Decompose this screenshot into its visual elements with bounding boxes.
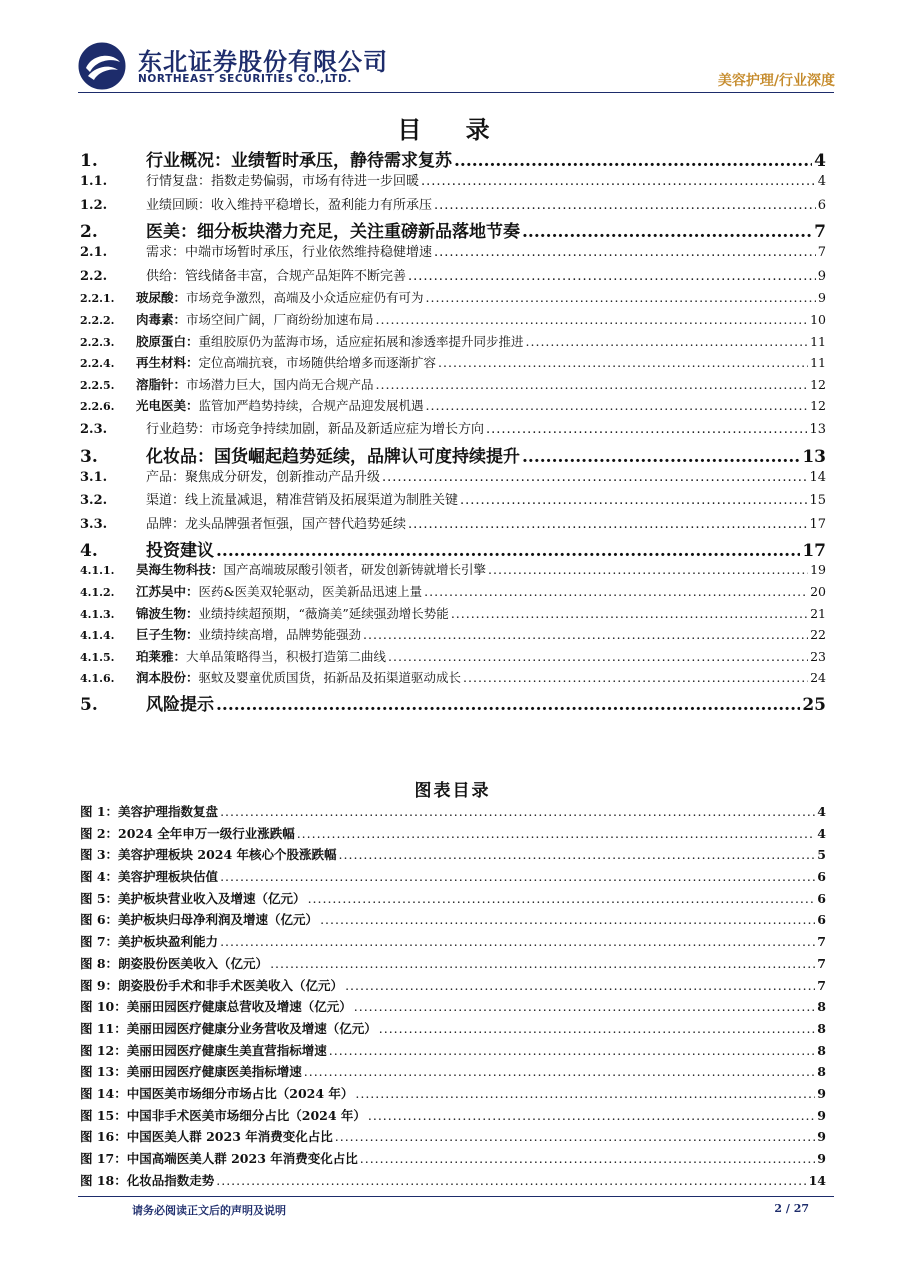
toc-entry-page: 19 <box>810 562 826 578</box>
toc-entry-page: 11 <box>810 333 826 349</box>
toc-entry-number: 3. <box>80 446 98 467</box>
figure-entry-label: 图 18：化妆品指数走势 <box>80 1172 215 1188</box>
brand-name-cn: 东北证券股份有限公司 <box>138 48 388 76</box>
toc-entry-number: 2.2.3. <box>80 335 115 349</box>
dot-leader <box>220 869 815 884</box>
figure-entry-label: 图 14：中国医美市场细分市场占比（2024 年） <box>80 1085 354 1101</box>
toc-entry-page: 14 <box>809 469 826 485</box>
toc-entry-text <box>146 418 484 437</box>
figure-entry-label: 图 1：美容护理指数复盘 <box>80 804 219 819</box>
toc-entry-title: 驱蚊及婴童优质国货，拓新品及拓渠道驱动成长 <box>198 670 462 686</box>
toc-entry-lead: 溶脂针： <box>136 376 187 392</box>
toc-entry[interactable] <box>80 146 826 170</box>
dot-leader <box>382 470 807 485</box>
figure-entry-label: 图 3：美容护理板块 2024 年核心个股涨跌幅 <box>80 847 337 863</box>
page-indicator: 2 / 27 <box>774 1202 809 1215</box>
toc-entry-number: 4. <box>80 541 98 562</box>
figure-entry-page: 5 <box>817 847 826 863</box>
toc-entry[interactable] <box>80 489 826 513</box>
figure-entry[interactable] <box>80 932 826 954</box>
figure-entry-label: 图 7：美护板块盈利能力 <box>80 934 219 950</box>
toc-entry[interactable] <box>80 217 826 241</box>
figure-entry-label: 图 17：中国高端医美人群 2023 年消费变化占比 <box>80 1151 358 1166</box>
figure-entry-page: 6 <box>817 912 826 928</box>
figure-entry-page: 6 <box>817 890 826 906</box>
toc-entry-number: 1.2. <box>80 197 108 213</box>
figure-entry[interactable] <box>80 845 826 867</box>
toc-entry-text <box>146 146 452 171</box>
dot-leader <box>434 198 816 213</box>
toc-entry-number: 2.2. <box>80 268 108 284</box>
toc-entry-page: 13 <box>802 446 826 467</box>
toc-entry-text <box>146 170 419 189</box>
figure-entry[interactable] <box>80 1127 826 1149</box>
dot-leader <box>339 847 816 862</box>
dot-leader <box>376 312 809 327</box>
toc-entry-title: 市场竞争激烈，高端及小众适应症仍有可为 <box>186 290 424 306</box>
toc-entry[interactable] <box>80 647 826 669</box>
figure-entry[interactable] <box>80 1019 826 1041</box>
toc-entry-lead: 玻尿酸： <box>136 290 187 306</box>
dot-leader <box>216 1173 806 1188</box>
dot-leader <box>522 222 812 242</box>
dot-leader <box>329 1043 816 1058</box>
toc-entry-page: 12 <box>810 398 826 414</box>
toc-entry[interactable] <box>80 418 826 442</box>
toc-entry-number: 5. <box>80 694 98 715</box>
toc-entry-page: 21 <box>810 605 826 621</box>
toc-entry-text <box>146 217 520 242</box>
dot-leader <box>345 978 815 993</box>
dot-leader <box>438 355 808 370</box>
toc-entry-number: 4.1.5. <box>80 650 115 664</box>
dot-leader <box>454 151 812 171</box>
toc-entry[interactable] <box>80 194 826 218</box>
toc-entry-title: 产品：聚焦成分研发，创新推动产品升级 <box>146 469 381 485</box>
toc-entry-page: 11 <box>810 355 826 371</box>
toc-entry-page: 23 <box>810 648 826 664</box>
toc-entry-text <box>146 194 432 213</box>
toc-entry-lead: 江苏吴中： <box>136 583 199 599</box>
toc-entry-text <box>136 332 524 350</box>
toc-entry[interactable] <box>80 690 826 714</box>
toc-entry[interactable] <box>80 241 826 265</box>
dot-leader <box>426 398 809 413</box>
toc-entry-number: 2.2.5. <box>80 378 115 392</box>
dot-leader <box>408 269 816 284</box>
toc-entry-page: 6 <box>817 197 826 213</box>
figure-entry-page: 8 <box>817 1064 826 1080</box>
figure-entry-label: 图 6：美护板块归母净利润及增速（亿元） <box>80 912 319 928</box>
toc-entry-title: 业绩持续高增，品牌势能强劲 <box>198 627 362 643</box>
toc-entry-lead: 润本股份： <box>136 670 199 686</box>
toc-entry-text <box>146 489 458 508</box>
toc-entry-lead: 肉毒素： <box>136 311 187 327</box>
toc-entry-number: 4.1.3. <box>80 607 115 621</box>
dot-leader <box>354 999 816 1014</box>
toc-entry-text <box>136 582 422 600</box>
toc-entry[interactable] <box>80 604 826 626</box>
toc-entry-number: 4.1.1. <box>80 564 115 578</box>
figure-entry-label: 图 9：朗姿股份手术和非手术医美收入（亿元） <box>80 977 344 993</box>
figure-entry-label: 图 13：美丽田园医疗健康医美指标增速 <box>80 1064 302 1080</box>
toc-entry-page: 4 <box>817 174 826 189</box>
dot-leader <box>335 1129 816 1144</box>
figure-entry-page: 9 <box>817 1129 826 1145</box>
toc-entry-number: 1. <box>80 151 98 171</box>
toc-entry-page: 25 <box>802 694 826 715</box>
figure-entry[interactable] <box>80 1062 826 1084</box>
toc-entry[interactable] <box>80 668 826 690</box>
toc-entry-number: 2.1. <box>80 245 108 261</box>
toc-entry-number: 4.1.2. <box>80 585 115 599</box>
toc-entry-title: 定位高端抗衰，市场随供给增多而逐渐扩容 <box>198 355 437 371</box>
toc-entry[interactable] <box>80 442 826 466</box>
toc-entry-page: 9 <box>818 290 826 306</box>
dot-leader <box>421 174 816 189</box>
dot-leader <box>460 493 807 508</box>
toc-entry-title: 品牌：龙头品牌强者恒强，国产替代趋势延续 <box>146 516 407 532</box>
toc-entry-text <box>146 466 380 485</box>
toc-entry-number: 2.2.1. <box>80 292 115 306</box>
dot-leader <box>220 804 815 819</box>
toc-entry-text <box>136 353 436 371</box>
toc-entry-page: 4 <box>814 151 826 171</box>
toc-entry-title: 重组胶原仍为蓝海市场，适应症拓展和渗透率提升同步推进 <box>198 333 524 349</box>
dot-leader <box>424 584 808 599</box>
toc-entry-lead: 昊海生物科技： <box>136 562 224 578</box>
toc-entry-text <box>146 690 214 715</box>
toc-entry-page: 17 <box>809 516 826 532</box>
figure-entry[interactable] <box>80 824 826 846</box>
dot-leader <box>216 695 800 715</box>
toc-entry-page: 15 <box>809 493 826 509</box>
toc-entry-title: 市场空间广阔，厂商纷纷加速布局 <box>186 311 374 327</box>
toc-entry-title: 医药&医美双轮驱动，医美新品迅速上量 <box>198 583 423 599</box>
toc-entry-text <box>136 310 374 328</box>
toc-entry-text <box>146 241 432 260</box>
dot-leader <box>451 606 808 621</box>
toc-entry-page: 7 <box>817 245 826 261</box>
toc-entry-text <box>146 265 406 284</box>
dot-leader <box>368 1108 815 1123</box>
toc-entry-title: 业绩持续超预期，“薇旖美”延续强劲增长势能 <box>198 605 449 621</box>
toc-entry-page: 10 <box>810 311 826 327</box>
figure-list <box>80 802 826 1192</box>
dot-leader <box>355 1086 815 1101</box>
toc-entry-page: 20 <box>810 583 826 599</box>
toc-title: 目 录 <box>397 115 508 144</box>
figure-entry[interactable] <box>80 889 826 911</box>
toc-entry-text <box>146 442 520 467</box>
toc-entry-number: 2.3. <box>80 421 108 437</box>
brand-name-en: NORTHEAST SECURITIES CO.,LTD. <box>138 73 352 85</box>
figure-entry-page: 14 <box>808 1172 826 1188</box>
toc-entry[interactable] <box>80 265 826 289</box>
dot-leader <box>426 290 817 305</box>
footer-disclaimer: 请务必阅读正文后的声明及说明 <box>132 1204 286 1217</box>
toc-entry[interactable] <box>80 396 826 418</box>
figure-entry[interactable] <box>80 1106 826 1128</box>
figure-entry-label: 图 12：美丽田园医疗健康生美直营指标增速 <box>80 1042 327 1058</box>
toc-entry-title: 行业概况：业绩暂时承压，静待需求复苏 <box>146 151 452 171</box>
dot-leader <box>216 541 800 561</box>
figure-entry-page: 7 <box>817 955 826 971</box>
toc-entry-text <box>136 375 374 393</box>
toc-entry[interactable] <box>80 582 826 604</box>
dot-leader <box>308 891 816 906</box>
figure-entry-page: 7 <box>817 934 826 950</box>
figure-entry-page: 9 <box>817 1085 826 1101</box>
dot-leader <box>388 649 808 664</box>
dot-leader <box>320 912 815 927</box>
figure-entry[interactable] <box>80 910 826 932</box>
toc-entry[interactable] <box>80 375 826 397</box>
toc-entry-title: 需求：中端市场暂时承压，行业依然维持稳健增速 <box>146 245 433 261</box>
toc-entry-page: 17 <box>802 541 826 562</box>
toc-entry-title: 国产高端玻尿酸引领者，研发创新铸就增长引擎 <box>223 562 487 578</box>
figure-entry-page: 6 <box>817 869 826 885</box>
toc-entry-page: 13 <box>809 421 826 437</box>
dot-leader <box>522 447 800 467</box>
toc-entry-text <box>146 513 406 532</box>
toc-entry[interactable] <box>80 560 826 582</box>
toc-entry-text <box>136 647 386 665</box>
figure-entry[interactable] <box>80 976 826 998</box>
dot-leader <box>360 1151 816 1166</box>
toc-entry-number: 2.2.4. <box>80 357 115 371</box>
dot-leader <box>434 245 816 260</box>
toc-entry-title: 业绩回顾：收入维持平稳增长，盈利能力有所承压 <box>146 197 433 213</box>
figure-entry-label: 图 2：2024 全年申万一级行业涨跌幅 <box>80 825 295 841</box>
toc-entry[interactable] <box>80 536 826 560</box>
dot-leader <box>297 826 816 841</box>
figure-entry-label: 图 10：美丽田园医疗健康总营收及增速（亿元） <box>80 999 352 1015</box>
toc-entry-title: 监管加严趋势持续，合规产品迎发展机遇 <box>198 398 424 414</box>
figure-entry[interactable] <box>80 1149 826 1171</box>
toc-entry-text <box>136 560 486 578</box>
dot-leader <box>379 1021 816 1036</box>
figure-entry[interactable] <box>80 867 826 889</box>
toc-entry-text <box>136 288 424 306</box>
dot-leader <box>220 934 815 949</box>
toc-entry-number: 4.1.4. <box>80 629 115 643</box>
toc-entry-number: 3.3. <box>80 516 108 532</box>
toc-entry-title: 供给：管线储备丰富，合规产品矩阵不断完善 <box>146 268 407 284</box>
toc-entry-text <box>136 604 449 622</box>
toc-entry-lead: 光电医美： <box>136 398 199 414</box>
dot-leader <box>526 334 809 349</box>
toc-entry-number: 4.1.6. <box>80 672 115 686</box>
toc-entry[interactable] <box>80 466 826 490</box>
toc-entry-number: 3.1. <box>80 469 108 485</box>
figure-entry[interactable] <box>80 802 826 824</box>
dot-leader <box>270 956 815 971</box>
dot-leader <box>304 1064 816 1079</box>
toc-entry-text <box>136 625 361 643</box>
dot-leader <box>363 627 808 642</box>
figure-entry-label: 图 5：美护板块营业收入及增速（亿元） <box>80 890 306 906</box>
toc-entry-title: 风险提示 <box>146 694 214 715</box>
toc-entry-lead: 巨子生物： <box>136 627 199 643</box>
toc-entry-title: 行情复盘：指数走势偏弱，市场有待进一步回暖 <box>146 174 420 189</box>
figure-entry[interactable] <box>80 997 826 1019</box>
figure-entry[interactable] <box>80 1171 826 1193</box>
toc-entry-title: 医美：细分板块潜力充足，关注重磅新品落地节奏 <box>146 222 520 243</box>
toc-entry-page: 7 <box>814 222 826 243</box>
footer-divider <box>78 1196 834 1197</box>
toc-entry[interactable] <box>80 353 826 375</box>
toc-entry-lead: 锦波生物： <box>136 605 199 621</box>
figure-entry-page: 9 <box>817 1151 826 1166</box>
company-logo-icon <box>78 42 126 90</box>
toc-entry-title: 化妆品：国货崛起趋势延续，品牌认可度持续提升 <box>146 446 520 467</box>
toc-entry[interactable] <box>80 625 826 647</box>
page-header <box>0 0 905 100</box>
toc-entry-number: 2.2.2. <box>80 313 115 327</box>
toc-entry-number: 3.2. <box>80 493 108 509</box>
report-category-tag: 美容护理/行业深度 <box>717 73 835 89</box>
figure-entry-label: 图 4：美容护理板块估值 <box>80 869 219 885</box>
toc-entry-page: 24 <box>810 670 826 686</box>
toc-entry-number: 1.1. <box>80 174 108 189</box>
toc-entry-page: 9 <box>817 268 826 284</box>
dot-leader <box>488 562 808 577</box>
figure-entry-page: 7 <box>817 977 826 993</box>
toc-entry-title: 渠道：线上流量减退，精准营销及拓展渠道为制胜关键 <box>146 493 459 509</box>
figure-entry-label: 图 11：美丽田园医疗健康分业务营收及增速（亿元） <box>80 1020 377 1036</box>
figure-entry-label: 图 15：中国非手术医美市场细分占比（2024 年） <box>80 1107 366 1123</box>
figure-entry-label: 图 8：朗姿股份医美收入（亿元） <box>80 955 269 971</box>
figure-entry-label: 图 16：中国医美人群 2023 年消费变化占比 <box>80 1129 333 1145</box>
toc-entry-title: 行业趋势：市场竞争持续加剧，新品及新适应症为增长方向 <box>146 421 485 437</box>
figure-entry[interactable] <box>80 1084 826 1106</box>
toc-entry-page: 12 <box>810 376 826 392</box>
dot-leader <box>463 670 808 685</box>
toc-entry[interactable] <box>80 170 826 194</box>
figure-entry-page: 9 <box>817 1107 826 1123</box>
toc-entry[interactable] <box>80 288 826 310</box>
toc-entry-number: 2.2.6. <box>80 400 115 414</box>
toc-entry[interactable] <box>80 310 826 332</box>
toc-entry-title: 大单品策略得当，积极打造第二曲线 <box>186 648 387 664</box>
header-divider <box>78 92 834 93</box>
toc-entry[interactable] <box>80 513 826 537</box>
table-of-contents <box>80 146 826 714</box>
figure-entry-page: 8 <box>817 1020 826 1036</box>
figure-entry-page: 8 <box>817 1042 826 1058</box>
toc-entry-lead: 珀莱雅： <box>136 648 187 664</box>
toc-entry-title: 市场潜力巨大，国内尚无合规产品 <box>186 376 374 392</box>
dot-leader <box>376 377 809 392</box>
figure-entry[interactable] <box>80 1041 826 1063</box>
toc-entry-text <box>146 536 214 561</box>
toc-entry[interactable] <box>80 332 826 354</box>
figure-entry-page: 4 <box>817 804 826 819</box>
dot-leader <box>486 422 807 437</box>
toc-entry-lead: 胶原蛋白： <box>136 333 199 349</box>
toc-entry-text <box>136 396 424 414</box>
figure-entry-page: 8 <box>817 999 826 1015</box>
figure-entry[interactable] <box>80 954 826 976</box>
toc-entry-text <box>136 668 461 686</box>
dot-leader <box>408 517 807 532</box>
figure-entry-page: 4 <box>817 825 826 841</box>
toc-entry-title: 投资建议 <box>146 541 214 562</box>
toc-entry-page: 22 <box>810 627 826 643</box>
figure-list-title: 图表目录 <box>414 781 491 801</box>
toc-entry-lead: 再生材料： <box>136 355 199 371</box>
toc-entry-number: 2. <box>80 222 98 243</box>
